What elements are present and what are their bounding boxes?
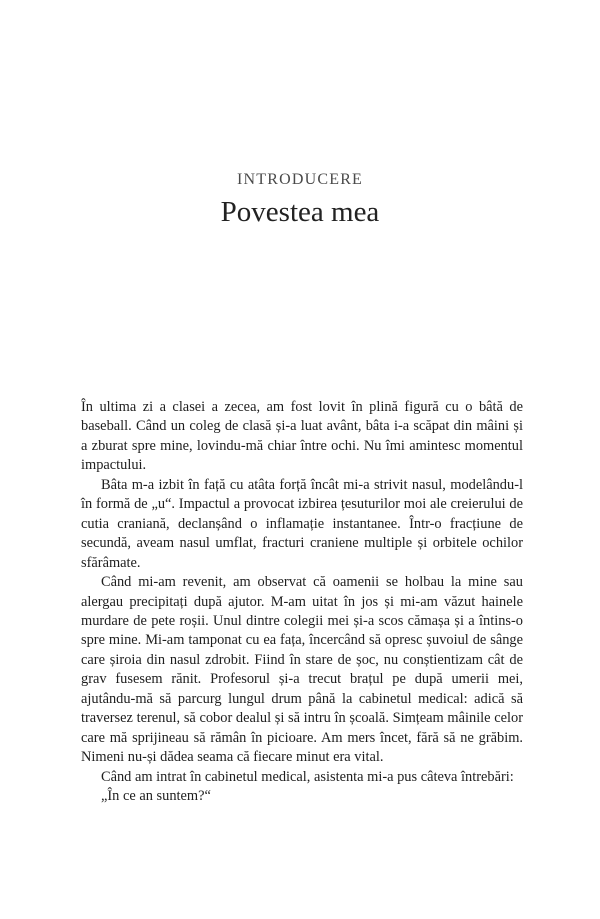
chapter-body — [81, 398, 523, 807]
chapter-label: INTRODUCERE — [236, 171, 364, 188]
paragraph: Când mi-am revenit, am observat că oamenii se holbau la mine sau alergau precipitați după ajutor. M-am uitat în jos și mi-am văzut hainele murdare de pete roșii. Unul dintre colegii mei și-a scos cămașa și a întins-o spre mine. Mi-am tamponat cu ea fața, încercând să opresc șuvoiul de sânge care șiroia din nasul zdrobit. Fiind în stare de șoc, nu conștientizam cât de grav fusesem rănit. Profesorul și-a trecut brațul pe după umerii mei, ajutându-mă să parcurg lungul drum până la cabinetul medical: adică să traversez terenul, să cobor dealul și să intru în școală. Simțeam mâinile celor care mă sprijineau să rămân în picioare. Am mers încet, fără să ne grăbim. Nimeni nu-și dădea seama că fiecare minut era vital. — [81, 574, 523, 766]
paragraph: Bâta m-a izbit în față cu atâta forță încât mi-a strivit nasul, modelându-l în formă de „u“. Impactul a provocat izbirea țesuturilor moi ale creierului de cutia craniană, declanșând o inflamație instantanee. Într-o fracțiune de secundă, aveam nasul umflat, fracturi craniene multiple și orbitele ochilor sfărâmate. — [81, 476, 523, 571]
paragraph: Când am intrat în cabinetul medical, asistenta mi-a pus câteva întrebări: — [101, 768, 514, 785]
chapter-title: Povestea mea — [220, 196, 380, 228]
paragraph: În ultima zi a clasei a zecea, am fost lovit în plină figură cu o bâtă de baseball. Când un coleg de clasă și-a luat avânt, bâta i-a scăpat din mâini și a zburat spre mine, lovindu-mă chiar între ochi. Nu îmi amintesc momentul impactului. — [81, 399, 523, 474]
paragraph: „În ce an suntem?“ — [101, 788, 211, 805]
